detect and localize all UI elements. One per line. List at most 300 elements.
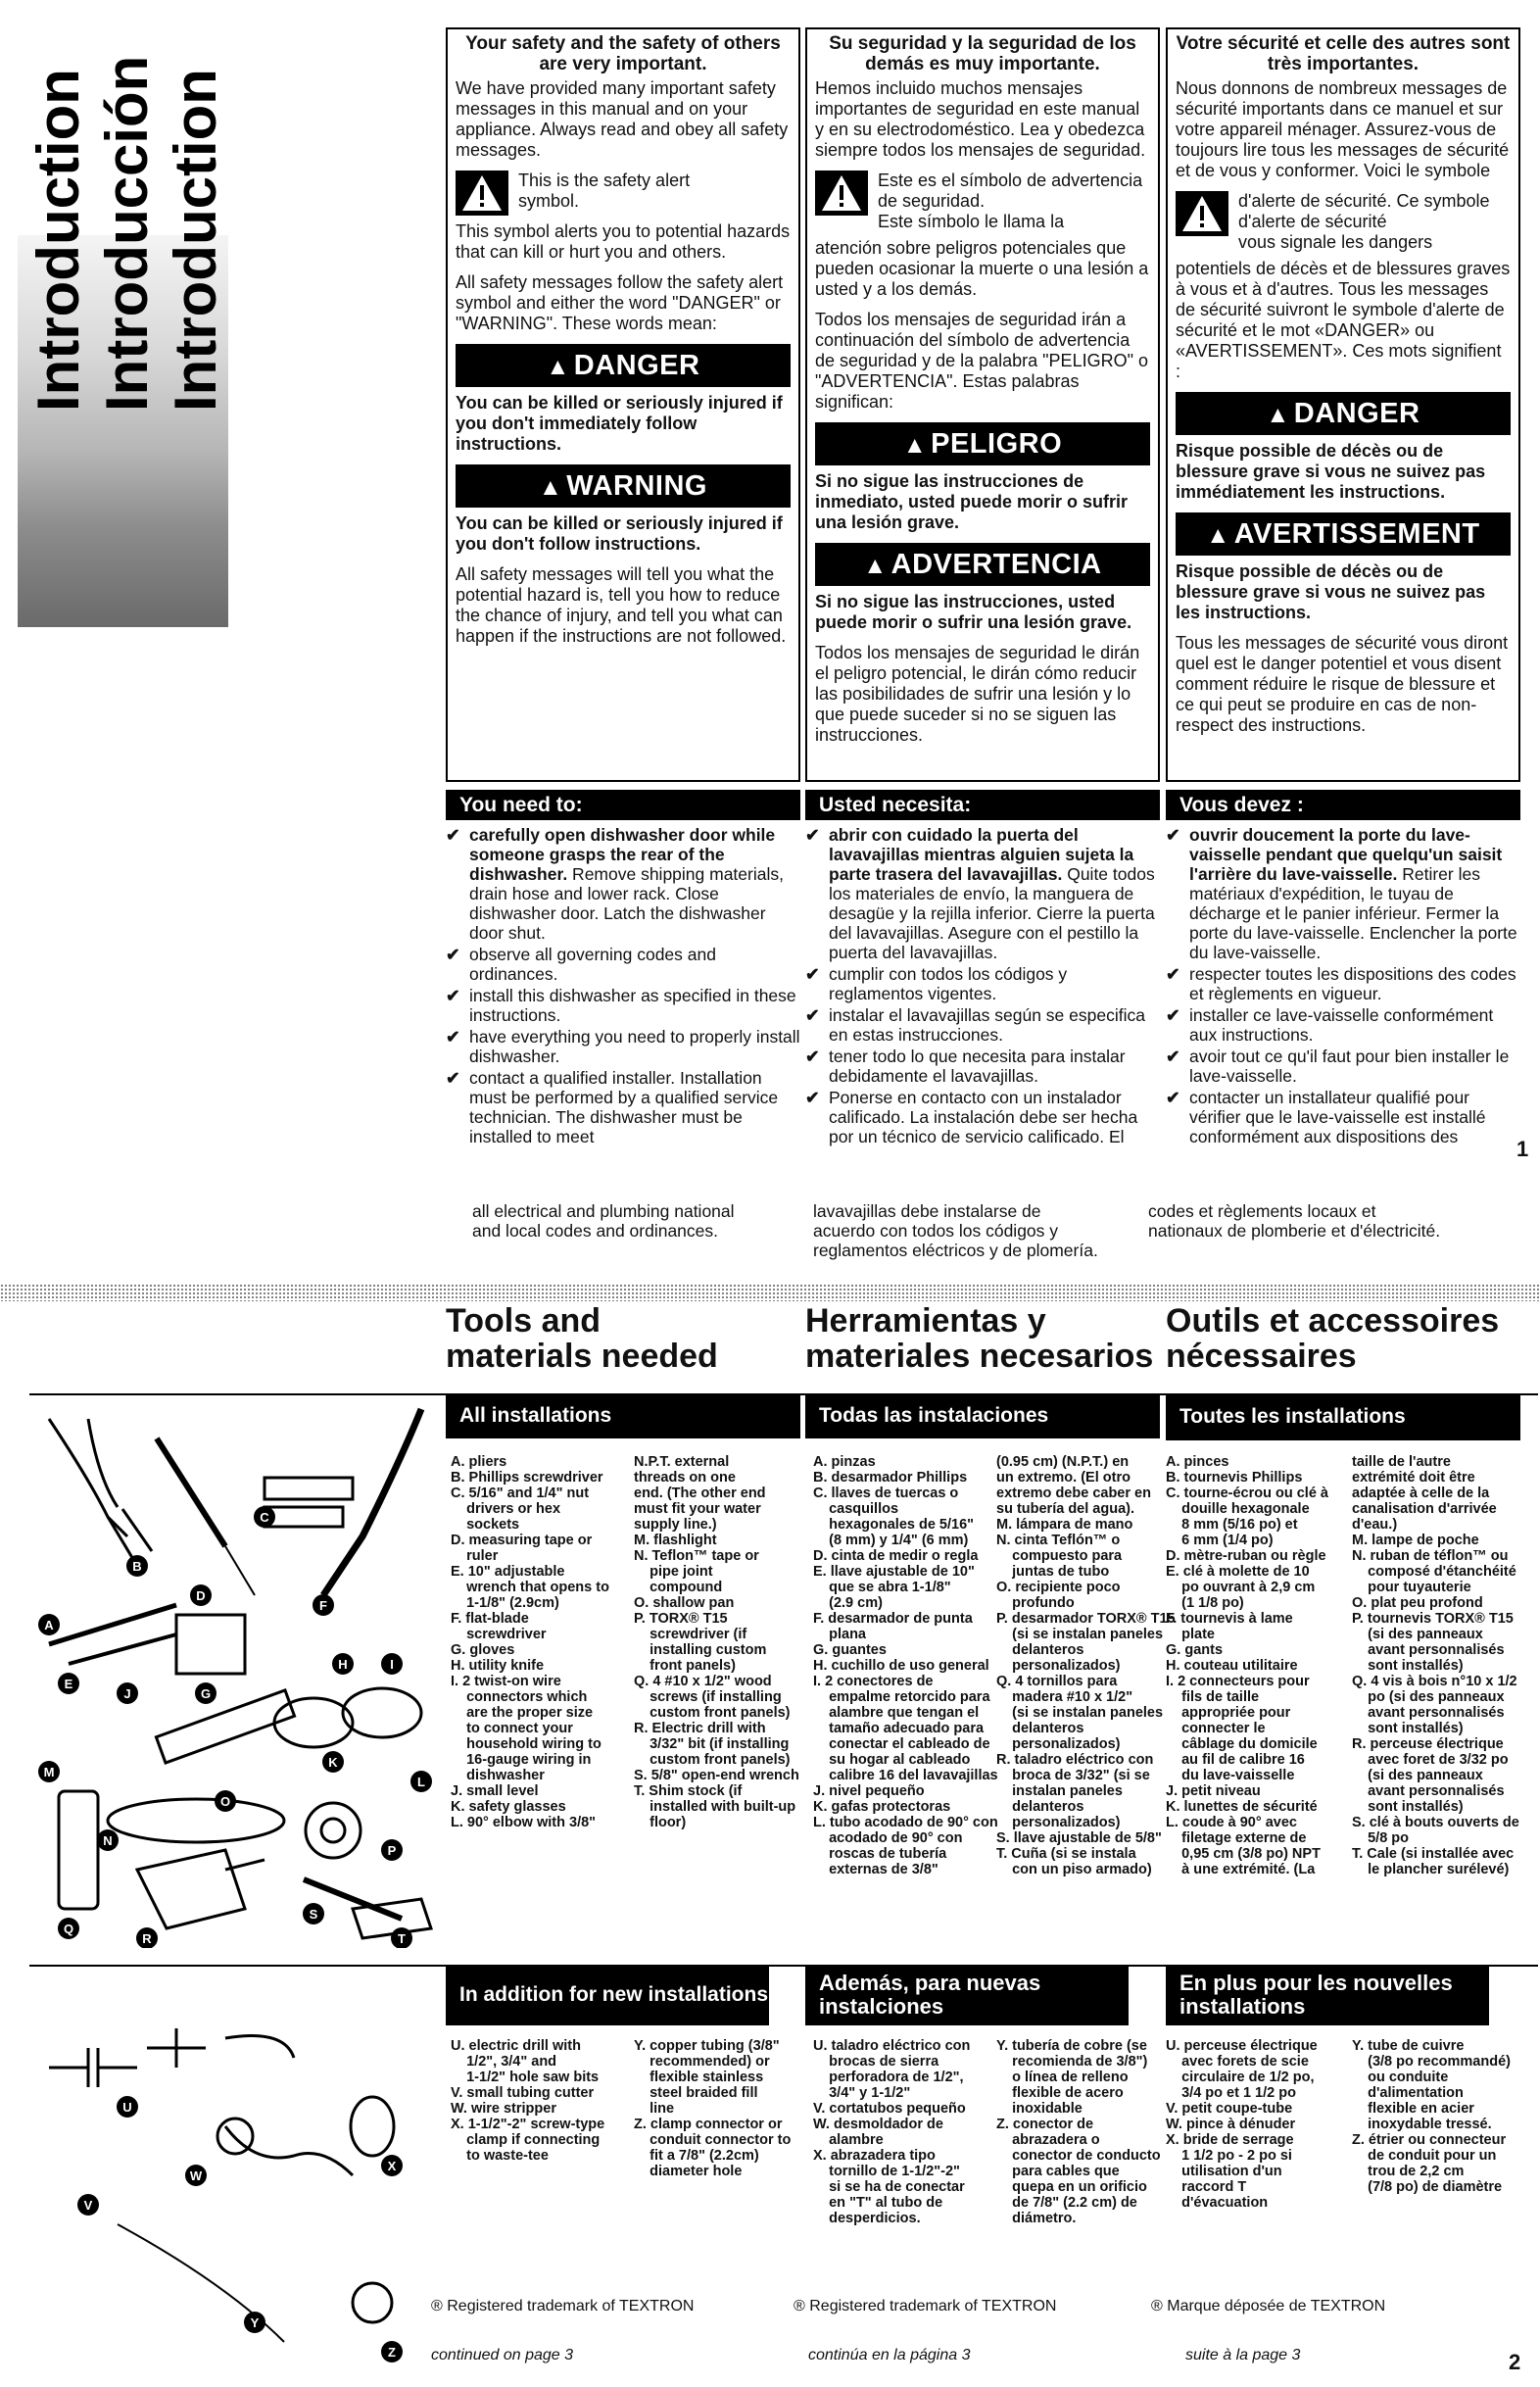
need-continued-es: lavavajillas debe instalarse de acuerdo con todos los códigos y reglamentos eléctricos y de plomería. xyxy=(813,1201,1098,1260)
warning-text: Si no sigue las instrucciones, usted puede morir o sufrir una lesión grave. xyxy=(815,592,1132,632)
continued-fr: suite à la page 3 xyxy=(1185,2347,1301,2363)
tool-label-u: U xyxy=(122,2100,132,2115)
tools-title-en: Tools and materials needed xyxy=(446,1302,718,1375)
list-line: d'évacuation xyxy=(1166,2195,1269,2211)
list-line: B. desarmador Phillips xyxy=(813,1470,968,1486)
list-line: su hogar al cableado xyxy=(813,1752,971,1768)
list-line: pour tuyauterie xyxy=(1352,1580,1471,1595)
list-line: que se abra 1-1/8" xyxy=(813,1580,951,1595)
list-line: G. gants xyxy=(1166,1642,1224,1658)
list-line: J. small level xyxy=(451,1783,539,1799)
list-line: casquillos xyxy=(813,1501,899,1517)
tool-label-c: C xyxy=(260,1510,269,1525)
trademark-footnote-fr: ® Marque déposée de TEXTRON xyxy=(1151,2298,1386,2314)
tool-label-n: N xyxy=(103,1833,113,1848)
list-line: P. tournevis TORX® T15 xyxy=(1352,1611,1514,1627)
alert-text-2: symbol. xyxy=(518,191,580,211)
list-line: are the proper size xyxy=(451,1705,594,1721)
list-line: to connect your xyxy=(451,1721,573,1736)
tool-label-e: E xyxy=(64,1677,73,1691)
safety-box-en xyxy=(446,27,800,782)
list-line: (1 1/8 po) xyxy=(1166,1595,1244,1611)
list-line: 16-gauge wiring in xyxy=(451,1752,592,1768)
list-line: O. plat peu profond xyxy=(1352,1595,1483,1611)
list-line: S. 5/8" open-end wrench xyxy=(634,1768,799,1783)
list-line: personalizados) xyxy=(996,1736,1121,1752)
list-line: N. ruban de téflon™ ou xyxy=(1352,1548,1509,1564)
list-line: delanteros xyxy=(996,1642,1084,1658)
continued-es: continúa en la página 3 xyxy=(808,2347,971,2363)
tool-label-d: D xyxy=(196,1588,206,1603)
list-line: madera #10 x 1/2" xyxy=(996,1689,1133,1705)
list-line: d'alimentation xyxy=(1352,2085,1464,2101)
list-line: au fil de calibre 16 xyxy=(1166,1752,1305,1768)
all-installations-header-es: Todas las instalaciones xyxy=(805,1393,1160,1438)
list-line: V. cortatubos pequeño xyxy=(813,2101,966,2117)
list-line: K. safety glasses xyxy=(451,1799,566,1815)
alert-symbol-row xyxy=(815,170,1150,232)
list-line: recomienda de 3/8") xyxy=(996,2054,1148,2070)
list-line: L. 90° elbow with 3/8" xyxy=(451,1815,597,1830)
list-line: para cables que xyxy=(996,2164,1120,2179)
tool-label-z: Z xyxy=(388,2345,396,2360)
checkmark-icon: ✔ xyxy=(805,1005,820,1025)
tool-label-y: Y xyxy=(250,2315,260,2330)
tool-label-f: F xyxy=(319,1598,327,1613)
list-line: de conduit pour un xyxy=(1352,2148,1497,2164)
list-line: recommended) or xyxy=(634,2054,770,2070)
list-line: H. cuchillo de uso general xyxy=(813,1658,989,1674)
checkmark-icon: ✔ xyxy=(446,825,460,845)
list-line: threads on one xyxy=(634,1470,736,1486)
list-line: floor) xyxy=(634,1815,687,1830)
need-header-es: Usted necesita: xyxy=(805,790,1160,820)
warning-text: Risque possible de décès ou de blessure grave si vous ne suivez pas les instructions. xyxy=(1176,561,1486,622)
list-line: ou conduite xyxy=(1352,2070,1449,2085)
all-list-en xyxy=(451,1454,801,1944)
list-line: perforadora de 1/2", xyxy=(813,2070,964,2085)
list-line: 0,95 cm (3/8 po) NPT xyxy=(1166,1846,1321,1862)
safety-alert-icon xyxy=(815,170,868,216)
tool-label-x: X xyxy=(387,2159,397,2173)
new-tools-illustration xyxy=(29,1970,436,2371)
list-line: du lave-vaisselle xyxy=(1166,1768,1295,1783)
tool-label-r: R xyxy=(142,1931,152,1946)
list-line: d'eau.) xyxy=(1352,1517,1398,1533)
tool-label-a: A xyxy=(44,1618,54,1632)
list-line: must fit your water xyxy=(634,1501,761,1517)
alert-text-2: Este símbolo le llama la xyxy=(878,212,1065,231)
list-line: 1-1/2" hole saw bits xyxy=(451,2070,600,2085)
list-line: A. pinces xyxy=(1166,1454,1229,1470)
list-line: Q. 4 vis à bois n°10 x 1/2 xyxy=(1352,1674,1517,1689)
list-line: X. bride de serrage xyxy=(1166,2132,1294,2148)
list-line: K. gafas protectoras xyxy=(813,1799,951,1815)
new-installations-header-en: In addition for new installations xyxy=(446,1965,769,2025)
list-line: E. clé à molette de 10 xyxy=(1166,1564,1310,1580)
list-line: T. Cuña (si se instala xyxy=(996,1846,1136,1862)
alert-text-1: This is the safety alert xyxy=(518,170,691,190)
list-line: hexagonales de 5/16" xyxy=(813,1517,975,1533)
list-line: D. mètre-ruban ou règle xyxy=(1166,1548,1326,1564)
list-line: tornillo de 1-1/2"-2" xyxy=(813,2164,960,2179)
list-line: sont installés) xyxy=(1352,1658,1464,1674)
list-line: 6 mm (1/4 po) xyxy=(1166,1533,1274,1548)
checkmark-icon: ✔ xyxy=(805,1047,820,1066)
list-line: à une extrémité. (La xyxy=(1166,1862,1316,1877)
list-line: 3/4" y 1-1/2" xyxy=(813,2085,911,2101)
tool-label-l: L xyxy=(417,1775,425,1789)
warning-triangle-icon: ▲ xyxy=(546,354,570,380)
list-line: (si des panneaux xyxy=(1352,1627,1483,1642)
list-line: raccord T xyxy=(1166,2179,1247,2195)
safety-box-fr xyxy=(1166,27,1520,782)
tool-label-i: I xyxy=(390,1657,394,1672)
list-line: W. pince à dénuder xyxy=(1166,2117,1296,2132)
list-line: de 7/8" (2.2 cm) de xyxy=(996,2195,1137,2211)
alert-text-1: Este es el símbolo de advertencia de seguridad. xyxy=(878,170,1143,211)
danger-text: You can be killed or seriously injured if you don't immediately follow instructions. xyxy=(456,393,783,454)
tool-label-h: H xyxy=(338,1657,348,1672)
safety-after-alert: atención sobre peligros potenciales que pueden ocasionar la muerte o una lesión a usted y a los demás. xyxy=(815,238,1149,299)
list-line: O. shallow pan xyxy=(634,1595,735,1611)
list-line: H. utility knife xyxy=(451,1658,545,1674)
safety-after-alert: potentiels de décès et de blessures graves à vous et à d'autres. Tous les messages de sécurité suivront le symbole d'alerte de sécurité et le mot «DANGER» ou «AVERTISSEMENT». Ces mots signifient : xyxy=(1176,259,1511,381)
checkmark-icon: ✔ xyxy=(1166,964,1180,984)
list-item: ✔ avoir tout ce qu'il faut pour bien installer le lave-vaisselle. xyxy=(1166,1047,1510,1086)
warning-text: You can be killed or seriously injured if you don't follow instructions. xyxy=(456,513,783,554)
danger-banner: ▲ PELIGRO xyxy=(815,422,1150,465)
checkmark-icon: ✔ xyxy=(1166,1047,1180,1066)
list-line: H. couteau utilitaire xyxy=(1166,1658,1298,1674)
list-line: F. tournevis à lame xyxy=(1166,1611,1293,1627)
list-line: filetage externe de xyxy=(1166,1830,1307,1846)
trademark-footnote-en: ® Registered trademark of TEXTRON xyxy=(431,2298,695,2314)
tool-label-g: G xyxy=(200,1686,212,1701)
safety-title: Your safety and the safety of others are very important. xyxy=(465,33,781,74)
need-continued-en: all electrical and plumbing national and local codes and ordinances. xyxy=(472,1201,735,1241)
safety-intro: Nous donnons de nombreux messages de sécurité importants dans ce manuel et sur votre appareil ménager. Assurez-vous de toujours lire tous les messages de sécurité et de vous y conformer. Voici le symbole xyxy=(1176,78,1510,180)
list-item: ✔ installer ce lave-vaisselle conformément aux instructions. xyxy=(1166,1005,1494,1045)
list-line: extrémité doit être xyxy=(1352,1470,1475,1486)
list-line: câblage du domicile xyxy=(1166,1736,1318,1752)
list-line: conector de conducto xyxy=(996,2148,1161,2164)
vertical-title-en: Introduction xyxy=(25,69,91,412)
list-line: D. measuring tape or xyxy=(451,1533,593,1548)
list-line: Y. tube de cuivre xyxy=(1352,2038,1465,2054)
checkmark-icon: ✔ xyxy=(1166,825,1180,845)
list-line: J. petit niveau xyxy=(1166,1783,1261,1799)
list-line: alambre que tengan el xyxy=(813,1705,980,1721)
alert-symbol-row xyxy=(456,170,791,216)
safety-intro: We have provided many important safety messages in this manual and on your appliance. Always read and obey all safety messages. xyxy=(456,78,789,160)
list-line: po (si des panneaux xyxy=(1352,1689,1505,1705)
list-line: externas de 3/8" xyxy=(813,1862,938,1877)
list-line: le plancher surélevé) xyxy=(1352,1862,1510,1877)
list-line: R. perceuse électrique xyxy=(1352,1736,1504,1752)
tools-title-fr: Outils et accessoires nécessaires xyxy=(1166,1302,1500,1375)
list-line: en "T" al tubo de xyxy=(813,2195,943,2211)
list-line: drivers or hex xyxy=(451,1501,561,1517)
list-line: P. TORX® T15 xyxy=(634,1611,728,1627)
list-line: avant personnalisés xyxy=(1352,1783,1505,1799)
list-line: R. Electric drill with xyxy=(634,1721,766,1736)
tools-illustration xyxy=(29,1399,436,1948)
list-line: D. cinta de medir o regla xyxy=(813,1548,979,1564)
warning-triangle-icon: ▲ xyxy=(1206,522,1230,549)
list-line: N. cinta Teflón™ o xyxy=(996,1533,1121,1548)
list-line: A. pliers xyxy=(451,1454,507,1470)
list-line: o línea de relleno xyxy=(996,2070,1129,2085)
warning-banner: ▲ ADVERTENCIA xyxy=(815,543,1150,586)
tool-label-w: W xyxy=(189,2168,203,2183)
list-line: plate xyxy=(1166,1627,1215,1642)
list-line: appropriée pour xyxy=(1166,1705,1291,1721)
safety-title: Votre sécurité et celle des autres sont très importantes. xyxy=(1176,33,1511,74)
list-line: utilisation d'un xyxy=(1166,2164,1282,2179)
page-separator xyxy=(0,1284,1540,1301)
safety-title: Su seguridad y la seguridad de los demás es muy importante. xyxy=(829,33,1136,74)
list-line: supply line.) xyxy=(634,1517,717,1533)
tool-label-o: O xyxy=(219,1794,231,1809)
list-line: circulaire de 1/2 po, xyxy=(1166,2070,1315,2085)
warning-triangle-icon: ▲ xyxy=(539,474,563,501)
list-line: screws (if installing xyxy=(634,1689,782,1705)
list-line: S. llave ajustable de 5/8" xyxy=(996,1830,1162,1846)
safety-intro: Hemos incluido muchos mensajes importantes de seguridad en este manual y en su electrodoméstico. Lea y obedezca siempre todos los mensajes de seguridad. xyxy=(815,78,1146,160)
list-item: ✔ ouvrir doucement la porte du lave-vaisselle pendant que quelqu'un saisit l'arrière du lave-vaisselle. Retirer les matériaux d'expédition, le tuyau de décharge et le panier inférieur. Fermer la porte du lave-vaisselle. Enclencher la porte du lave-vaisselle. xyxy=(1166,825,1517,962)
list-line: fils de taille xyxy=(1166,1689,1260,1705)
list-line: sont installés) xyxy=(1352,1799,1464,1815)
safety-closing: All safety messages will tell you what the potential hazard is, tell you how to reduce the chance of injury, and tell you what can happen if the instructions are not followed. xyxy=(456,564,787,646)
list-line: E. llave ajustable de 10" xyxy=(813,1564,975,1580)
list-line: flexible de acero xyxy=(996,2085,1124,2101)
list-line: J. nivel pequeño xyxy=(813,1783,925,1799)
list-line: profundo xyxy=(996,1595,1075,1611)
list-line: L. tubo acodado de 90° con xyxy=(813,1815,998,1830)
list-line: I. 2 connecteurs pour xyxy=(1166,1674,1310,1689)
list-line: roscas de tubería xyxy=(813,1846,947,1862)
list-line: S. clé à bouts ouverts de xyxy=(1352,1815,1519,1830)
list-line: personalizados) xyxy=(996,1658,1121,1674)
list-line: si se ha de conectar xyxy=(813,2179,965,2195)
list-line: wrench that opens to xyxy=(451,1580,609,1595)
list-line: G. gloves xyxy=(451,1642,515,1658)
new-installations-header-es: Además, para nuevas instalciones xyxy=(805,1965,1129,2025)
warning-banner: ▲ AVERTISSEMENT xyxy=(1176,512,1511,556)
list-line: ruler xyxy=(451,1548,499,1564)
danger-banner: ▲ DANGER xyxy=(456,344,791,387)
list-line: compuesto para xyxy=(996,1548,1123,1564)
alert-text-1: d'alerte de sécurité. Ce symbole d'alerte de sécurité xyxy=(1238,191,1490,231)
list-line: canalisation d'arrivée xyxy=(1352,1501,1497,1517)
list-line: P. desarmador TORX® T15 xyxy=(996,1611,1176,1627)
checkmark-icon: ✔ xyxy=(446,945,460,964)
list-line: Z. conector de xyxy=(996,2117,1094,2132)
list-line: inoxidable xyxy=(996,2101,1083,2117)
page-number-1: 1 xyxy=(1516,1137,1529,1161)
list-line: (si se instalan paneles xyxy=(996,1627,1164,1642)
list-line: pipe joint xyxy=(634,1564,713,1580)
list-line: fit a 7/8" (2.2cm) xyxy=(634,2148,759,2164)
list-line: U. perceuse électrique xyxy=(1166,2038,1318,2054)
list-item: ✔ Ponerse en contacto con un instalador calificado. La instalación debe ser hecha por un técnico de servicio calificado. El xyxy=(805,1088,1138,1146)
all-list-fr xyxy=(1166,1454,1528,1944)
list-item: ✔ abrir con cuidado la puerta del lavavajillas mientras alguien sujeta la parte trasera del lavavajillas. Quite todos los materiales de envío, la manguera de desagüe y la rejilla inferior. Cierre la puerta del lavavajillas. Asegure con el pestillo la puerta del lavavajillas. xyxy=(805,825,1155,962)
list-line: quepa en un orificio xyxy=(996,2179,1147,2195)
list-line: avec foret de 3/32 po xyxy=(1352,1752,1509,1768)
list-line: 5/8 po xyxy=(1352,1830,1410,1846)
checkmark-icon: ✔ xyxy=(446,1027,460,1047)
list-line: Q. 4 tornillos para xyxy=(996,1674,1118,1689)
list-line: conduit connector to xyxy=(634,2132,792,2148)
list-line: delanteros xyxy=(996,1721,1084,1736)
list-line: conectar el cableado de xyxy=(813,1736,990,1752)
tool-label-p: P xyxy=(387,1843,397,1858)
all-list-es xyxy=(813,1454,1176,1944)
list-line: plana xyxy=(813,1627,866,1642)
list-line: Y. copper tubing (3/8" xyxy=(634,2038,780,2054)
safety-closing: Tous les messages de sécurité vous diront quel est le danger potentiel et vous disent comment réduire le risque de blessure et ce qui peut se produire en cas de non-respect des instructions. xyxy=(1176,633,1509,735)
all-installations-header-fr: Toutes les installations xyxy=(1166,1393,1520,1440)
list-line: E. 10" adjustable xyxy=(451,1564,565,1580)
list-line: A. pinzas xyxy=(813,1454,876,1470)
list-line: screwdriver (if xyxy=(634,1627,747,1642)
list-line: custom front panels) xyxy=(634,1752,791,1768)
list-line: composé d'étanchéité xyxy=(1352,1564,1516,1580)
list-line: R. taladro eléctrico con xyxy=(996,1752,1154,1768)
safety-after-alert: This symbol alerts you to potential hazards that can kill or hurt you and others. xyxy=(456,221,791,262)
list-line: I. 2 twist-on wire xyxy=(451,1674,561,1689)
page-number-2: 2 xyxy=(1509,2350,1521,2374)
tool-label-v: V xyxy=(83,2198,93,2213)
list-item: ✔ contacter un installateur qualifié pour vérifier que le lave-vaisselle est installé conformément aux dispositions des xyxy=(1166,1088,1486,1146)
list-line: Z. étrier ou connecteur xyxy=(1352,2132,1507,2148)
list-line: flexible en acier xyxy=(1352,2101,1474,2117)
alert-text-2: vous signale les dangers xyxy=(1238,232,1433,252)
checkmark-icon: ✔ xyxy=(805,1088,820,1107)
list-line: (2.9 cm) xyxy=(813,1595,883,1611)
list-line: diameter hole xyxy=(634,2164,743,2179)
list-line: (8 mm) y 1/4" (6 mm) xyxy=(813,1533,969,1548)
list-line: custom front panels) xyxy=(634,1705,791,1721)
safety-signal-para: Todos los mensajes de seguridad irán a continuación del símbolo de advertencia de seguridad y de la palabra "PELIGRO" o "ADVERTENCIA". Estas palabras significan: xyxy=(815,310,1148,412)
warning-triangle-icon: ▲ xyxy=(1266,402,1290,428)
tool-label-m: M xyxy=(43,1765,55,1779)
list-line: K. lunettes de sécurité xyxy=(1166,1799,1318,1815)
checkmark-icon: ✔ xyxy=(805,825,820,845)
list-line: avant personnalisés xyxy=(1352,1642,1505,1658)
list-line: 3/4 po et 1 1/2 po xyxy=(1166,2085,1296,2101)
list-line: end. (The other end xyxy=(634,1486,766,1501)
list-line: N. Teflon™ tape or xyxy=(634,1548,759,1564)
tool-label-s: S xyxy=(309,1907,318,1922)
list-line: M. lampe de poche xyxy=(1352,1533,1479,1548)
list-line: con un piso armado) xyxy=(996,1862,1152,1877)
trademark-footnote-es: ® Registered trademark of TEXTRON xyxy=(794,2298,1057,2314)
safety-alert-icon xyxy=(456,170,508,216)
tool-label-j: J xyxy=(123,1686,131,1701)
list-item: ✔ carefully open dishwasher door while someone grasps the rear of the dishwasher. Remove shipping materials, drain hose and lower rack. Close dishwasher door. Latch the dishwasher door shut. xyxy=(446,825,784,943)
list-line: trou de 2,2 cm xyxy=(1352,2164,1465,2179)
list-line: L. coude à 90° avec xyxy=(1166,1815,1297,1830)
list-line: calibre 16 del lavavajillas xyxy=(813,1768,998,1783)
list-line: O. recipiente poco xyxy=(996,1580,1121,1595)
list-line: (si se instalan paneles xyxy=(996,1705,1164,1721)
tool-label-b: B xyxy=(132,1559,142,1574)
continued-en: continued on page 3 xyxy=(431,2347,574,2363)
list-line: U. taladro eléctrico con xyxy=(813,2038,971,2054)
list-item: ✔ instalar el lavavajillas según se especifica en estas instrucciones. xyxy=(805,1005,1145,1045)
list-line: installing custom xyxy=(634,1642,767,1658)
checkmark-icon: ✔ xyxy=(1166,1088,1180,1107)
list-line: (si des panneaux xyxy=(1352,1768,1483,1783)
list-line: acodado de 90° con xyxy=(813,1830,963,1846)
list-line: dishwasher xyxy=(451,1768,545,1783)
list-line: Q. 4 #10 x 1/2" wood xyxy=(634,1674,772,1689)
list-line: avec forets de scie xyxy=(1166,2054,1309,2070)
list-line: connectors which xyxy=(451,1689,588,1705)
list-line: Z. clamp connector or xyxy=(634,2117,783,2132)
tool-label-k: K xyxy=(328,1755,338,1770)
list-line: connecter le xyxy=(1166,1721,1266,1736)
list-line: sockets xyxy=(451,1517,520,1533)
list-line: N.P.T. external xyxy=(634,1454,730,1470)
list-line: B. tournevis Phillips xyxy=(1166,1470,1303,1486)
list-line: avant personnalisés xyxy=(1352,1705,1505,1721)
list-line: T. Shim stock (if xyxy=(634,1783,743,1799)
new-list-fr xyxy=(1166,2038,1528,2254)
list-item: ✔ have everything you need to properly install dishwasher. xyxy=(446,1027,800,1066)
list-line: (7/8 po) de diamètre xyxy=(1352,2179,1503,2195)
checkmark-icon: ✔ xyxy=(805,964,820,984)
list-line: delanteros xyxy=(996,1799,1084,1815)
list-line: compound xyxy=(634,1580,723,1595)
list-line: taille de l'autre xyxy=(1352,1454,1451,1470)
need-list-fr xyxy=(1166,825,1520,1148)
list-line: F. desarmador de punta xyxy=(813,1611,973,1627)
list-line: M. flashlight xyxy=(634,1533,717,1548)
list-line: front panels) xyxy=(634,1658,736,1674)
list-line: adaptée à celle de la xyxy=(1352,1486,1490,1501)
list-line: flexible stainless xyxy=(634,2070,764,2085)
list-line: V. petit coupe-tube xyxy=(1166,2101,1293,2117)
list-line: (3/8 po recommandé) xyxy=(1352,2054,1511,2070)
alert-symbol-row xyxy=(1176,191,1511,253)
safety-box-es xyxy=(805,27,1160,782)
list-item: ✔ respecter toutes les dispositions des codes et règlements en vigueur. xyxy=(1166,964,1516,1003)
list-line: alambre xyxy=(813,2132,884,2148)
safety-alert-icon xyxy=(1176,191,1228,236)
safety-closing: Todos los mensajes de seguridad le dirán el peligro potencial, le dirán cómo reducir las posibilidades de sufrir una lesión y lo que puede suceder si no se siguen las instrucciones. xyxy=(815,643,1140,745)
list-line: empalme retorcido para xyxy=(813,1689,990,1705)
list-line: C. 5/16" and 1/4" nut xyxy=(451,1486,590,1501)
new-installations-header-fr: En plus pour les nouvelles installations xyxy=(1166,1965,1489,2025)
list-line: 1/2", 3/4" and xyxy=(451,2054,557,2070)
checkmark-icon: ✔ xyxy=(446,1068,460,1088)
need-continued-fr: codes et règlements locaux et nationaux de plomberie et d'électricité. xyxy=(1148,1201,1441,1241)
list-item: ✔ cumplir con todos los códigos y reglamentos vigentes. xyxy=(805,964,1068,1003)
need-header-fr: Vous devez : xyxy=(1166,790,1520,820)
list-line: tamaño adecuado para xyxy=(813,1721,985,1736)
warning-triangle-icon: ▲ xyxy=(902,432,928,459)
list-line: X. abrazadera tipo xyxy=(813,2148,936,2164)
new-list-es xyxy=(813,2038,1164,2254)
list-line: un extremo. (El otro xyxy=(996,1470,1131,1486)
danger-banner: ▲ DANGER xyxy=(1176,392,1511,435)
list-line: personalizados) xyxy=(996,1815,1121,1830)
list-line: broca de 3/32" (si se xyxy=(996,1768,1150,1783)
